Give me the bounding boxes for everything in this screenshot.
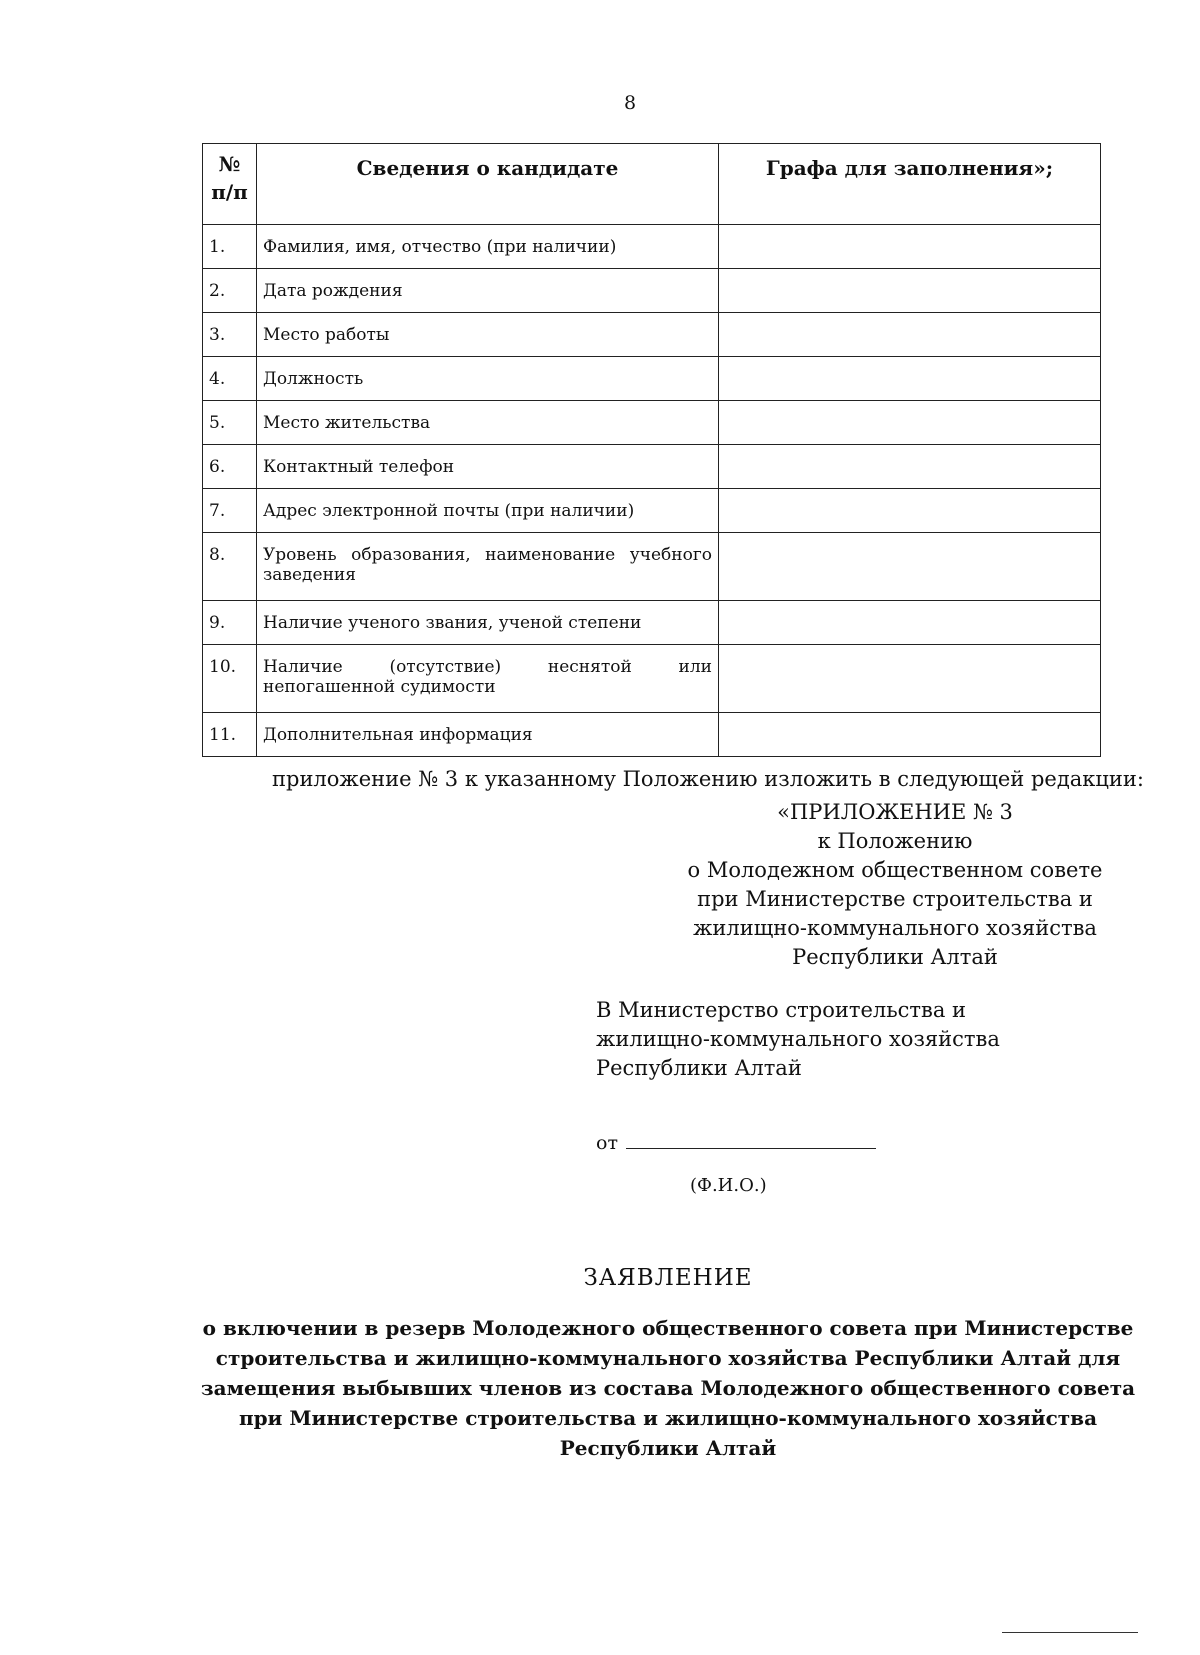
fill-cell[interactable] — [719, 533, 1101, 601]
subtitle-line: при Министерстве строительства и жилищно-коммунального хозяйства — [238, 1406, 1098, 1430]
row-num: 5. — [203, 401, 257, 445]
row-label: Место жительства — [257, 401, 719, 445]
fill-cell[interactable] — [719, 225, 1101, 269]
row-num: 6. — [203, 445, 257, 489]
row-num: 11. — [203, 713, 257, 757]
appendix-line: жилищно-коммунального хозяйства — [693, 916, 1097, 940]
header-num-line1: № — [218, 152, 241, 176]
addressee-block — [596, 996, 1000, 1083]
appendix-line: Республики Алтай — [792, 945, 998, 969]
header-info: Сведения о кандидате — [257, 144, 719, 225]
amendment-text: приложение № 3 к указанному Положению изложить в следующей редакции: — [272, 767, 1144, 791]
row-label: Дополнительная информация — [257, 713, 719, 757]
row-label: Фамилия, имя, отчество (при наличии) — [257, 225, 719, 269]
row-num: 4. — [203, 357, 257, 401]
header-num-line2: п/п — [211, 180, 248, 204]
row-num: 7. — [203, 489, 257, 533]
row-label: Дата рождения — [257, 269, 719, 313]
row-label: Место работы — [257, 313, 719, 357]
subtitle-line: замещения выбывших членов из состава Молодежного общественного совета — [200, 1376, 1136, 1400]
subtitle-line: строительства и жилищно-коммунального хозяйства Республики Алтай для — [215, 1346, 1121, 1370]
table-row — [203, 533, 1101, 601]
row-label-word: или — [678, 657, 712, 677]
addressee-line: Республики Алтай — [596, 1056, 802, 1080]
header-fill: Графа для заполнения»; — [719, 144, 1101, 225]
addressee-line: В Министерство строительства и — [596, 998, 967, 1022]
row-num: 2. — [203, 269, 257, 313]
appendix-line: «ПРИЛОЖЕНИЕ № 3 — [777, 800, 1013, 824]
table-header-row — [203, 144, 1101, 225]
row-label — [257, 645, 719, 713]
from-block — [596, 1130, 876, 1154]
row-label: Уровень образования, наименование учебного заведения — [257, 533, 719, 601]
table-row — [203, 601, 1101, 645]
table-row — [203, 225, 1101, 269]
subtitle-line: Республики Алтай — [559, 1436, 777, 1460]
row-label-line2: непогашенной судимости — [263, 677, 496, 697]
row-label-word: неснятой — [547, 657, 632, 677]
fill-cell[interactable] — [719, 357, 1101, 401]
row-num: 9. — [203, 601, 257, 645]
fill-cell[interactable] — [719, 401, 1101, 445]
row-num: 8. — [203, 533, 257, 601]
statement-title: ЗАЯВЛЕНИЕ — [583, 1265, 753, 1291]
appendix-line: к Положению — [817, 829, 973, 853]
table-row — [203, 645, 1101, 713]
row-label-word: (отсутствие) — [389, 657, 502, 677]
fill-cell[interactable] — [719, 601, 1101, 645]
table-row — [203, 713, 1101, 757]
fill-cell[interactable] — [719, 713, 1101, 757]
row-label: Адрес электронной почты (при наличии) — [257, 489, 719, 533]
appendix-line: о Молодежном общественном совете — [687, 858, 1103, 882]
footer-rule — [1002, 1632, 1138, 1633]
header-num — [203, 144, 257, 225]
statement-subtitle — [200, 1313, 1136, 1463]
row-num: 10. — [203, 645, 257, 713]
page-number: 8 — [623, 92, 637, 114]
candidate-info-table — [202, 143, 1101, 757]
fill-cell[interactable] — [719, 269, 1101, 313]
appendix-heading — [620, 798, 1170, 972]
row-num: 1. — [203, 225, 257, 269]
addressee-line: жилищно-коммунального хозяйства — [596, 1027, 1000, 1051]
table-row — [203, 401, 1101, 445]
from-label: от — [596, 1132, 618, 1154]
row-num: 3. — [203, 313, 257, 357]
row-label: Должность — [257, 357, 719, 401]
row-label: Контактный телефон — [257, 445, 719, 489]
table-row — [203, 445, 1101, 489]
fio-caption: (Ф.И.О.) — [690, 1175, 767, 1196]
fill-cell[interactable] — [719, 313, 1101, 357]
table-row — [203, 489, 1101, 533]
table-row — [203, 269, 1101, 313]
row-label: Наличие ученого звания, ученой степени — [257, 601, 719, 645]
row-label-word: Наличие — [263, 657, 343, 677]
fill-cell[interactable] — [719, 445, 1101, 489]
fill-cell[interactable] — [719, 489, 1101, 533]
row-label-line1 — [263, 657, 712, 677]
table-row — [203, 313, 1101, 357]
table-row — [203, 357, 1101, 401]
subtitle-line: о включении в резерв Молодежного общественного совета при Министерстве — [202, 1316, 1134, 1340]
appendix-line: при Министерстве строительства и — [697, 887, 1093, 911]
from-name-field[interactable] — [626, 1130, 876, 1149]
fill-cell[interactable] — [719, 645, 1101, 713]
